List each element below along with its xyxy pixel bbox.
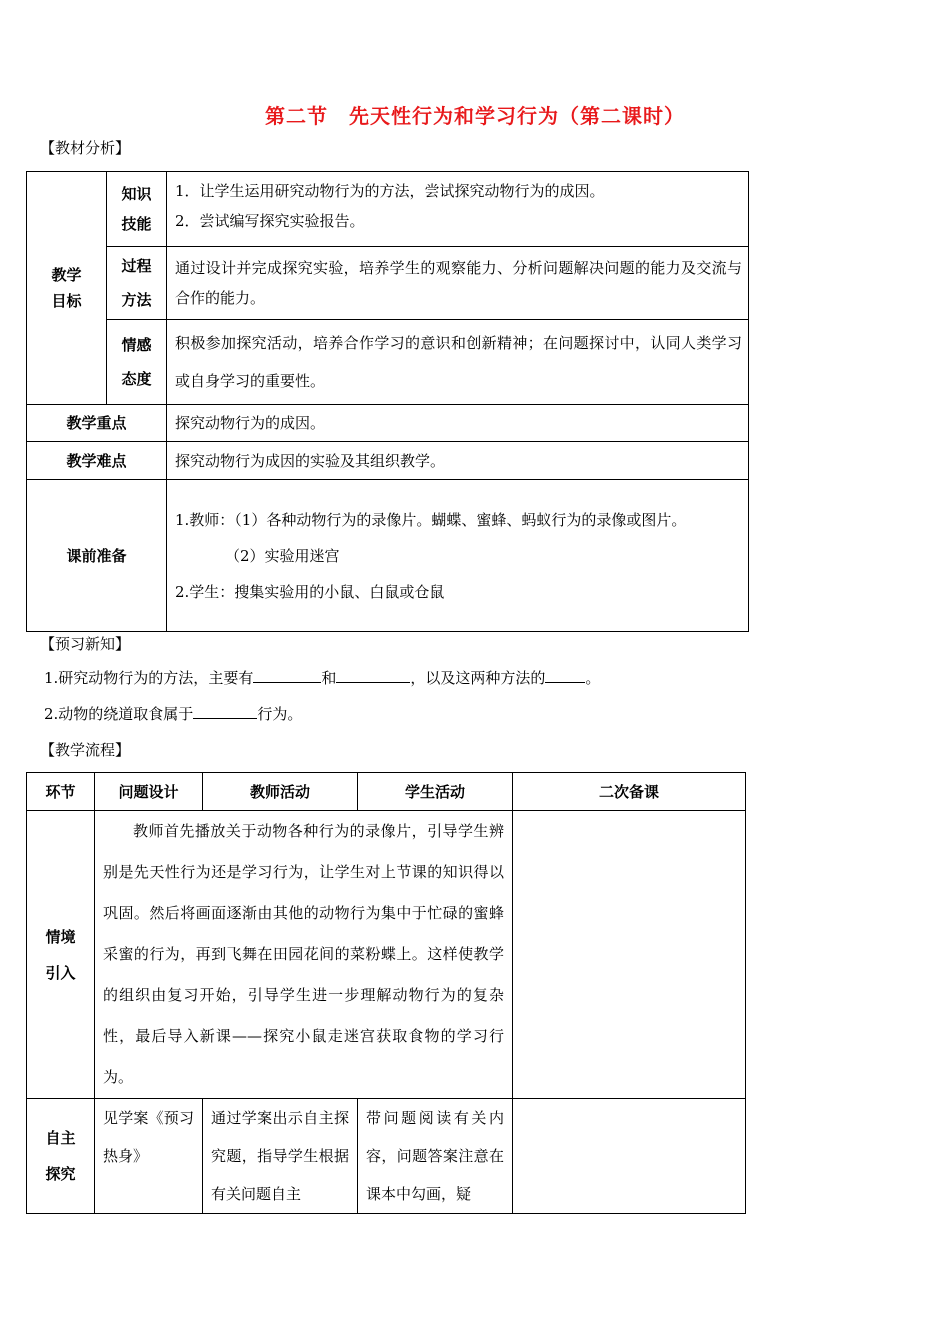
fill-blank-2[interactable]	[336, 668, 410, 683]
goal-sub-process-text: 过程方法	[121, 257, 152, 309]
preview-q2-text-b: 行为。	[257, 705, 303, 723]
prep-line-3: 2.学生：搜集实验用的小鼠、白鼠或仓鼠	[175, 582, 445, 601]
focus-label: 教学重点	[27, 405, 167, 442]
analysis-table	[26, 171, 749, 632]
goal-sub-knowledge-text: 知识技能	[121, 185, 152, 233]
section-heading-flow: 【教学流程】	[40, 741, 131, 759]
preview-q1-text-b: 和	[321, 669, 337, 687]
flow-header-student: 学生活动	[358, 773, 513, 811]
section-heading-analysis: 【教材分析】	[40, 139, 131, 157]
flow-stage-intro-text: 情境引入	[45, 927, 76, 982]
goal-process-content: 通过设计并完成探究实验，培养学生的观察能力、分析问题解决问题的能力及交流与合作的能力。	[167, 247, 749, 320]
preview-q2-text-a: 2.动物的绕道取食属于	[44, 705, 194, 723]
goal-sub-attitude	[107, 320, 167, 405]
goals-label	[27, 172, 107, 405]
flow-table	[26, 772, 746, 1214]
goals-label-text: 教学目标	[51, 266, 82, 310]
flow-self-study-question: 见学案《预习热身》	[95, 1099, 203, 1214]
flow-header-teacher: 教师活动	[203, 773, 358, 811]
flow-stage-self-study	[27, 1099, 95, 1214]
goal-knowledge-content	[167, 172, 749, 247]
difficulty-label: 教学难点	[27, 442, 167, 480]
difficulty-content: 探究动物行为成因的实验及其组织教学。	[167, 442, 749, 480]
prep-label: 课前准备	[27, 480, 167, 632]
flow-header-notes: 二次备课	[513, 773, 746, 811]
page-title: 第二节 先天性行为和学习行为（第二课时）	[265, 104, 685, 128]
flow-self-study-student: 带问题阅读有关内容，问题答案注意在课本中勾画，疑	[358, 1099, 513, 1214]
flow-self-study-teacher: 通过学案出示自主探究题，指导学生根据有关问题自主	[203, 1099, 358, 1214]
preview-question-1	[44, 667, 600, 688]
preview-q1-text-c: ，以及这两种方法的	[410, 669, 546, 687]
flow-self-study-notes	[513, 1099, 746, 1214]
goal-sub-attitude-text: 情感态度	[121, 336, 152, 388]
preview-q1-text-d: 。	[585, 669, 601, 687]
goal-knowledge-line-1: 1．让学生运用研究动物行为的方法，尝试探究动物行为的成因。	[175, 182, 605, 200]
goal-sub-process	[107, 247, 167, 320]
flow-intro-notes	[513, 811, 746, 1099]
prep-line-1: 1.教师：（1）各种动物行为的录像片。蝴蝶、蜜蜂、蚂蚁行为的录像或图片。	[175, 510, 687, 529]
focus-content: 探究动物行为的成因。	[167, 405, 749, 442]
section-heading-preview: 【预习新知】	[40, 635, 131, 653]
flow-stage-intro	[27, 811, 95, 1099]
flow-header-stage: 环节	[27, 773, 95, 811]
flow-stage-self-study-text: 自主探究	[45, 1129, 76, 1183]
goal-knowledge-line-2: 2．尝试编写探究实验报告。	[175, 212, 365, 230]
flow-intro-content: 教师首先播放关于动物各种行为的录像片，引导学生辨别是先天性行为还是学习行为，让学生对上节课的知识得以巩固。然后将画面逐渐由其他的动物行为集中于忙碌的蜜蜂采蜜的行为，再到飞舞在田园花间的菜粉蝶上。这样使教学的组织由复习开始，引导学生进一步理解动物行为的复杂性，最后导入新课——探究小鼠走迷宫获取食物的学习行为。	[95, 811, 513, 1099]
prep-content	[167, 480, 749, 632]
fill-blank-4[interactable]	[193, 704, 257, 719]
prep-line-2: （2）实验用迷宫	[225, 546, 340, 565]
flow-header-question: 问题设计	[95, 773, 203, 811]
preview-q1-text-a: 1.研究动物行为的方法，主要有	[44, 669, 254, 687]
fill-blank-3[interactable]	[545, 668, 585, 683]
goal-attitude-content: 积极参加探究活动，培养合作学习的意识和创新精神；在问题探讨中，认同人类学习或自身学习的重要性。	[167, 320, 749, 405]
fill-blank-1[interactable]	[253, 668, 321, 683]
preview-question-2	[44, 703, 302, 724]
goal-sub-knowledge	[107, 172, 167, 247]
